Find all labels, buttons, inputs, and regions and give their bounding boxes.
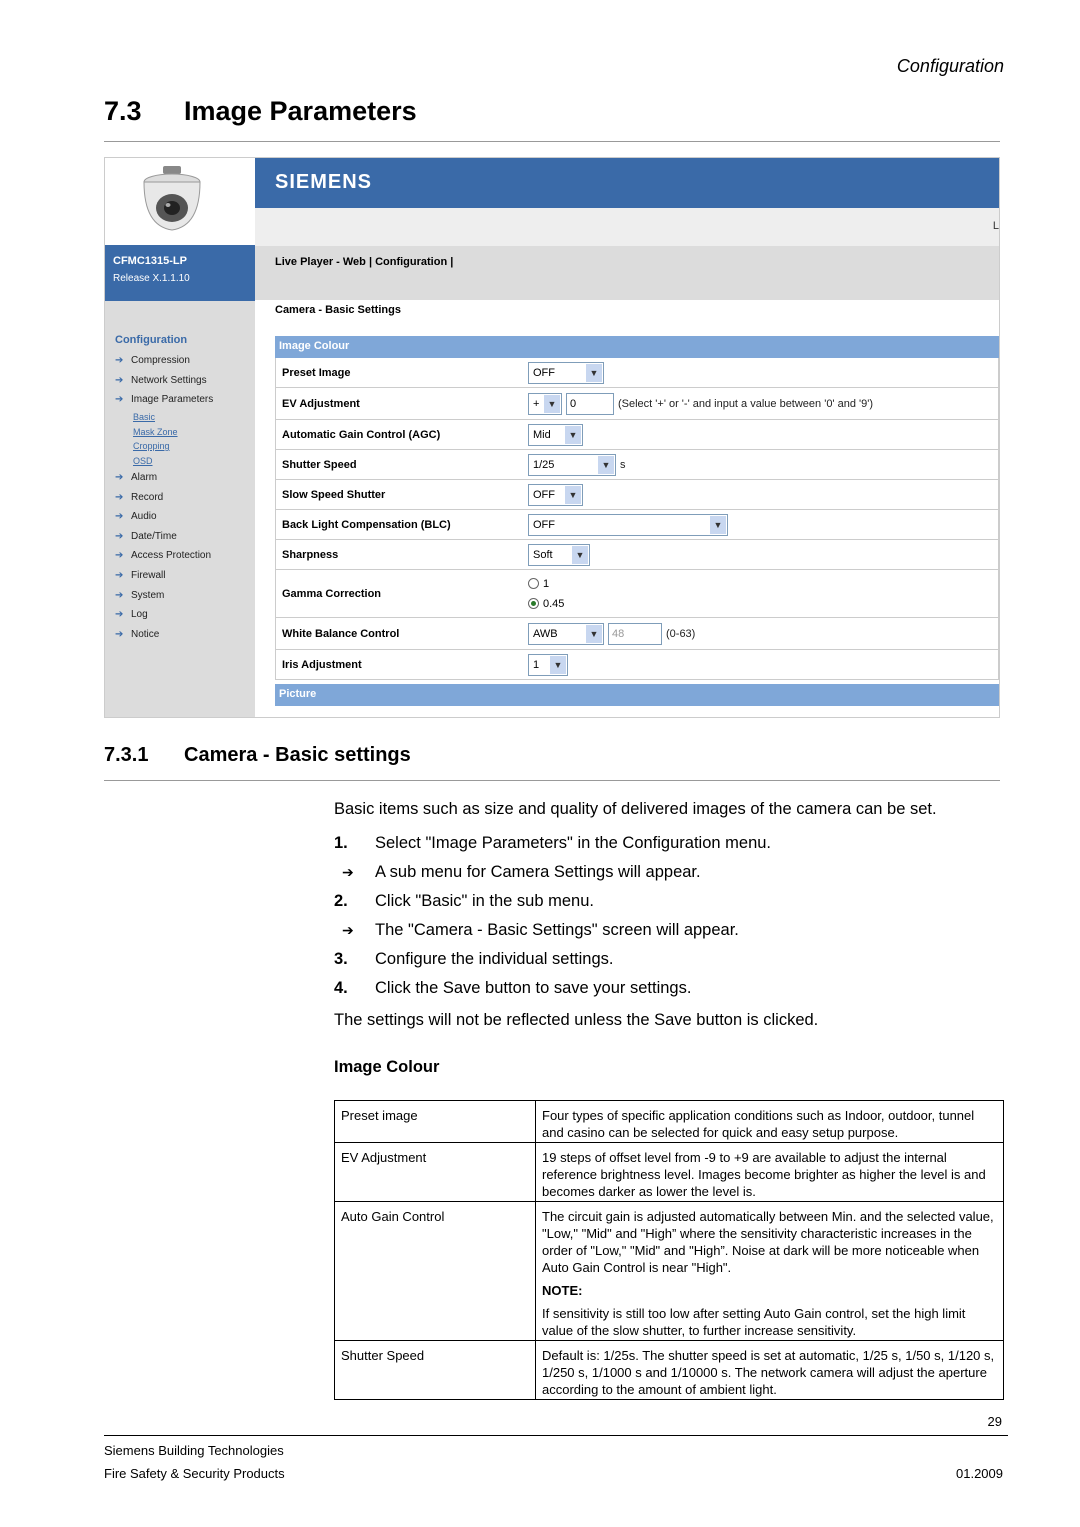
arrow-right-icon: ➔ — [115, 609, 124, 621]
nav-label: Firewall — [131, 570, 166, 582]
table-value-agc — [536, 1202, 1004, 1341]
settings-table — [334, 1100, 1004, 1400]
result-text: The "Camera - Basic Settings" screen will appear. — [375, 921, 739, 939]
row-sharpness — [275, 540, 999, 570]
chevron-down-icon: ▼ — [565, 426, 581, 444]
chevron-down-icon: ▼ — [544, 395, 560, 413]
ui-menubar[interactable]: Live Player - Web | Configuration | — [255, 246, 1000, 300]
row-label: Sharpness — [282, 548, 339, 561]
step-number: 3. — [334, 950, 348, 968]
chevron-down-icon: ▼ — [586, 364, 602, 382]
row-label: Back Light Compensation (BLC) — [282, 518, 451, 531]
closing-text: The settings will not be reflected unless the Save button is clicked. — [334, 1011, 819, 1029]
section-title — [104, 96, 417, 127]
footer-date: 01.2009 — [956, 1466, 1003, 1481]
nav-sub-cropping[interactable]: Cropping — [133, 441, 170, 452]
row-label: Iris Adjustment — [282, 658, 362, 671]
row-label: Slow Speed Shutter — [282, 488, 386, 501]
row-shutter-speed — [275, 450, 999, 480]
arrow-right-icon: ➔ — [115, 530, 124, 542]
sharpness-select[interactable] — [528, 544, 590, 566]
row-label: Automatic Gain Control (AGC) — [282, 428, 441, 441]
nav-label: Log — [131, 609, 148, 621]
select-value: 1/25 — [533, 458, 555, 471]
step-text: Click "Basic" in the sub menu. — [375, 892, 594, 910]
select-value: OFF — [533, 366, 555, 379]
chevron-down-icon: ▼ — [565, 486, 581, 504]
result-1 — [334, 858, 1014, 887]
nav-label: Network Settings — [131, 374, 207, 386]
arrow-right-icon: ➔ — [115, 550, 124, 562]
step-text: Select "Image Parameters" in the Configuration menu. — [375, 834, 771, 852]
step-2 — [334, 887, 1014, 916]
table-key: Shutter Speed — [335, 1341, 536, 1400]
table-row — [335, 1341, 1004, 1400]
model-panel — [105, 245, 255, 301]
table-key: Auto Gain Control — [335, 1202, 536, 1341]
nav-label: Date/Time — [131, 530, 177, 542]
white-balance-select[interactable] — [528, 623, 604, 645]
radio-icon — [528, 578, 539, 589]
select-value: OFF — [533, 488, 555, 501]
table-key: Preset image — [335, 1101, 536, 1143]
step-number: 1. — [334, 834, 348, 852]
nav-sub-osd[interactable]: OSD — [133, 455, 153, 466]
instructions — [334, 800, 1014, 1040]
shutter-speed-select[interactable] — [528, 454, 616, 476]
row-label: Shutter Speed — [282, 458, 357, 471]
table-row — [335, 1143, 1004, 1202]
subsection-title-text: Camera - Basic settings — [184, 744, 411, 766]
subsection-number: 7.3.1 — [104, 744, 149, 766]
nav-label: Audio — [131, 511, 157, 523]
chevron-down-icon: ▼ — [710, 516, 726, 534]
table-value: Default is: 1/25s. The shutter speed is set at automatic, 1/25 s, 1/50 s, 1/120 s, 1/250 s, 1/1000 s and 1/10000 s. The network camera will adjust the aperture according to the amount of ambient light. — [536, 1341, 1004, 1400]
select-value: OFF — [533, 518, 555, 531]
row-white-balance — [275, 618, 999, 650]
ev-hint: (Select '+' or '-' and input a value between '0' and '9') — [618, 397, 873, 410]
row-label: Gamma Correction — [282, 587, 382, 600]
arrow-right-icon: ➔ — [115, 589, 124, 601]
select-value: Soft — [533, 548, 553, 561]
chevron-down-icon: ▼ — [550, 656, 566, 674]
arrow-right-icon: ➔ — [115, 511, 124, 523]
nav-item-network[interactable] — [115, 371, 213, 391]
nav-item-alarm[interactable] — [115, 468, 213, 488]
select-value: AWB — [533, 627, 558, 640]
ev-sign-select[interactable] — [528, 393, 562, 415]
table-key: EV Adjustment — [335, 1143, 536, 1202]
nav-label: Notice — [131, 628, 160, 640]
step-text: Configure the individual settings. — [375, 950, 614, 968]
nav-label: Alarm — [131, 472, 158, 484]
gamma-radio-1[interactable] — [528, 574, 549, 594]
result-text: A sub menu for Camera Settings will appear. — [375, 863, 701, 881]
note-label: NOTE: — [542, 1283, 583, 1298]
image-colour-panel — [275, 336, 999, 706]
white-balance-input[interactable]: 48 — [608, 623, 662, 645]
nav-item-audio[interactable] — [115, 507, 213, 527]
image-colour-heading: Image Colour — [334, 1058, 440, 1076]
radio-selected-icon — [528, 598, 539, 609]
row-iris — [275, 650, 999, 680]
step-4 — [334, 974, 1014, 1003]
row-label: White Balance Control — [282, 627, 400, 640]
ui-strip — [255, 208, 1000, 246]
agc-select[interactable] — [528, 424, 583, 446]
preset-image-select[interactable] — [528, 362, 604, 384]
chevron-down-icon: ▼ — [586, 625, 602, 643]
ui-topbar — [255, 158, 1000, 208]
release-version: Release X.1.1.10 — [113, 273, 190, 284]
step-text: Click the Save button to save your settings. — [375, 979, 692, 997]
arrow-right-icon: ➔ — [115, 570, 124, 582]
arrow-right-icon: ➔ — [115, 355, 124, 367]
ev-value-input[interactable]: 0 — [566, 393, 614, 415]
arrow-right-icon: ➔ — [115, 472, 124, 484]
subsection-title — [104, 744, 411, 767]
blc-select[interactable] — [528, 514, 728, 536]
select-value: Mid — [533, 428, 551, 441]
nav-title: Configuration — [115, 334, 188, 346]
nav-item-notice[interactable] — [115, 625, 213, 645]
chevron-down-icon: ▼ — [598, 456, 614, 474]
running-header: Configuration — [896, 56, 1004, 76]
siemens-logo: SIEMENS — [275, 171, 373, 193]
section-title-text: Image Parameters — [184, 96, 417, 126]
nav-label: Image Parameters — [131, 394, 214, 406]
nav-label: Record — [131, 491, 164, 503]
nav-label: Access Protection — [131, 550, 212, 562]
row-label: Preset Image — [282, 366, 351, 379]
nav-sub-mask-zone[interactable]: Mask Zone — [133, 426, 178, 437]
row-agc — [275, 420, 999, 450]
select-value: + — [533, 397, 540, 410]
arrow-right-icon: ➔ — [115, 394, 124, 406]
step-number: 2. — [334, 892, 348, 910]
section-number: 7.3 — [104, 96, 142, 126]
intro-text: Basic items such as size and quality of delivered images of the camera can be set. — [334, 800, 937, 818]
white-balance-range: (0-63) — [666, 627, 696, 640]
config-nav — [115, 351, 213, 644]
iris-select[interactable] — [528, 654, 568, 676]
footer-division: Fire Safety & Security Products — [104, 1466, 285, 1481]
gamma-radio-045[interactable] — [528, 594, 564, 614]
footer-rule — [104, 1435, 1008, 1436]
camera-ui-screenshot — [104, 157, 1000, 718]
step-number: 4. — [334, 979, 348, 997]
nav-item-record[interactable] — [115, 487, 213, 507]
picture-panel-title: Picture — [275, 684, 999, 706]
nav-item-log[interactable] — [115, 605, 213, 625]
row-blc — [275, 510, 999, 540]
nav-item-access-protection[interactable] — [115, 546, 213, 566]
breadcrumb: Camera - Basic Settings — [275, 304, 401, 316]
radio-label: 1 — [543, 577, 550, 590]
nav-label: System — [131, 589, 165, 601]
note-text: If sensitivity is still too low after setting Auto Gain control, set the high limit value of the slow shutter, to further increase sensitivity. — [542, 1306, 966, 1338]
table-row — [335, 1202, 1004, 1341]
radio-label: 0.45 — [543, 597, 565, 610]
arrow-right-icon: ➔ — [115, 628, 124, 640]
slow-shutter-select[interactable] — [528, 484, 583, 506]
table-row — [335, 1101, 1004, 1143]
select-value: 1 — [533, 658, 540, 671]
step-3 — [334, 945, 1014, 974]
row-gamma — [275, 570, 999, 618]
row-label: EV Adjustment — [282, 397, 360, 410]
result-2 — [334, 916, 1014, 945]
nav-item-firewall[interactable] — [115, 566, 213, 586]
camera-image-area — [105, 158, 255, 245]
arrow-right-icon: ➔ — [342, 864, 354, 880]
chevron-down-icon: ▼ — [572, 546, 588, 564]
nav-item-image-parameters[interactable] — [115, 390, 213, 410]
step-1 — [334, 829, 1014, 858]
page-number: 29 — [987, 1414, 1002, 1429]
arrow-right-icon: ➔ — [115, 374, 124, 386]
row-slow-shutter — [275, 480, 999, 510]
panel-title: Image Colour — [275, 336, 999, 358]
table-value: 19 steps of offset level from -9 to +9 are available to adjust the internal reference brightness level. Images become brighter as higher the level is and becomes darker as lower the level is. — [536, 1143, 1004, 1202]
agc-description: The circuit gain is adjusted automatically between Min. and the selected value, "Low," "Mid" and "High” where the sensitivity characteristic increases in the order of "Low," "Mid" and "High”. Noise at dark will be more noticeable when Auto Gain Control is near "High". — [542, 1209, 994, 1275]
nav-item-datetime[interactable] — [115, 527, 213, 547]
row-preset-image — [275, 358, 999, 388]
arrow-right-icon: ➔ — [342, 922, 354, 938]
footer-company: Siemens Building Technologies — [104, 1443, 284, 1458]
row-ev-adjustment — [275, 388, 999, 420]
strip-letter: L — [992, 220, 999, 232]
table-value: Four types of specific application conditions such as Indoor, outdoor, tunnel and casino can be selected for quick and easy setup purpose. — [536, 1101, 1004, 1143]
nav-sub-basic[interactable]: Basic — [133, 412, 156, 423]
title-rule — [104, 141, 1000, 142]
arrow-right-icon: ➔ — [115, 491, 124, 503]
nav-item-system[interactable] — [115, 585, 213, 605]
nav-label: Compression — [131, 355, 190, 367]
model-name: CFMC1315-LP — [113, 255, 187, 267]
subsection-rule — [104, 780, 1000, 781]
dome-camera-icon — [139, 164, 205, 234]
nav-item-compression[interactable] — [115, 351, 213, 371]
shutter-unit: s — [620, 458, 626, 471]
